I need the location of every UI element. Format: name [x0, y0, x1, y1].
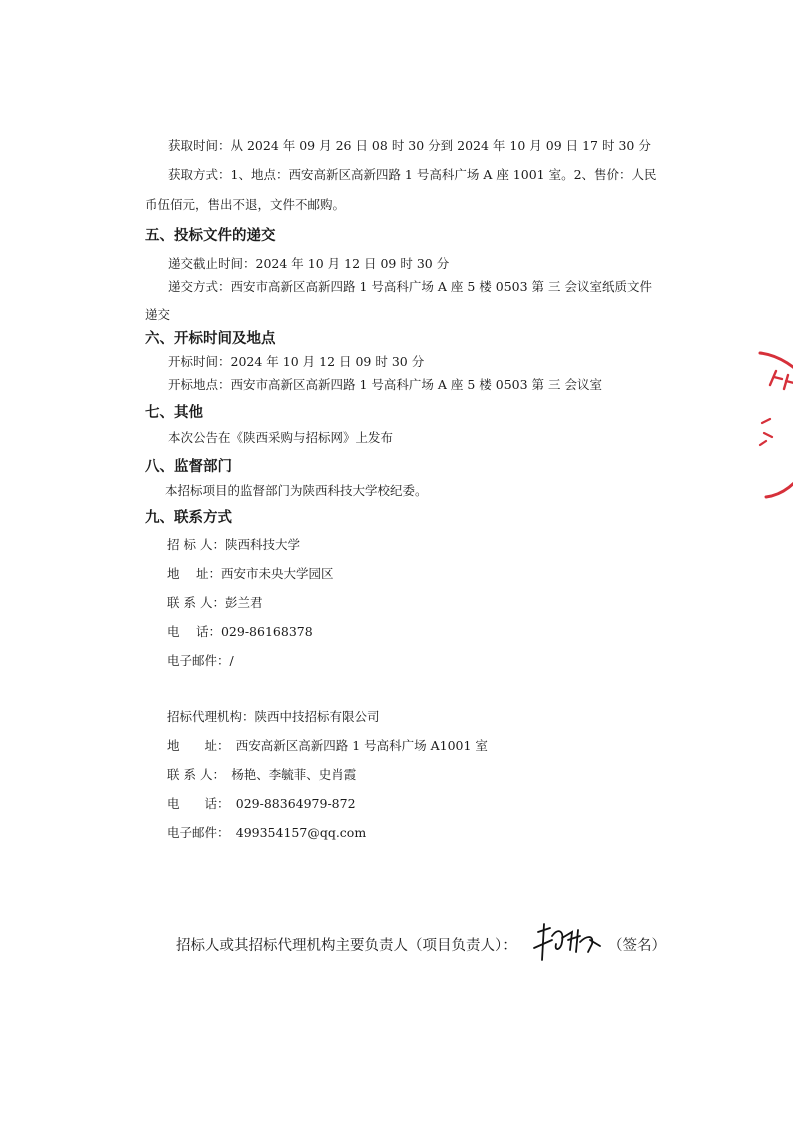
section-9-heading: 九、联系方式: [145, 510, 232, 526]
agency-phone: 电 话： 029-88364979-872: [167, 796, 356, 811]
submission-deadline: 递交截止时间：2024 年 10 月 12 日 09 时 30 分: [168, 256, 450, 271]
agency-address: 地 址： 西安高新区高新四路 1 号高科广场 A1001 室: [167, 738, 488, 753]
agency-name: 招标代理机构：陕西中技招标有限公司: [167, 709, 380, 724]
section-5-heading: 五、投标文件的递交: [145, 228, 276, 244]
tenderer: 招 标 人：陕西科技大学: [167, 537, 300, 552]
signature-label: 招标人或其招标代理机构主要负责人（项目负责人）：: [176, 938, 517, 954]
tenderer-phone: 电 话：029-86168378: [167, 624, 313, 639]
section-6-heading: 六、开标时间及地点: [145, 331, 276, 347]
red-seal-stamp-fragment: [752, 345, 793, 505]
tenderer-email: 电子邮件：/: [167, 653, 234, 668]
agency-email: 电子邮件： 499354157@qq.com: [167, 825, 367, 840]
publication-note: 本次公告在《陕西采购与招标网》上发布: [168, 430, 394, 445]
opening-time: 开标时间：2024 年 10 月 12 日 09 时 30 分: [168, 354, 425, 369]
tenderer-contact: 联 系 人：彭兰君: [167, 595, 263, 610]
submission-method-line2: 递交: [145, 307, 171, 322]
signature-suffix: （签名）: [608, 938, 666, 954]
opening-place: 开标地点：西安市高新区高新四路 1 号高科广场 A 座 5 楼 0503 第 三 会议室: [168, 377, 602, 392]
obtain-time: 获取时间：从 2024 年 09 月 26 日 08 时 30 分到 2024 年 10 月 09 日 17 时 30 分: [168, 138, 651, 153]
section-7-heading: 七、其他: [145, 405, 203, 421]
agency-contact: 联 系 人： 杨艳、李毓菲、史肖霞: [167, 767, 357, 782]
section-8-heading: 八、监督部门: [145, 459, 232, 475]
obtain-method-line2: 币伍佰元，售出不退，文件不邮购。: [145, 197, 346, 212]
tenderer-address: 地 址：西安市未央大学园区: [167, 566, 334, 581]
submission-method-line1: 递交方式：西安市高新区高新四路 1 号高科广场 A 座 5 楼 0503 第 三 会议室纸质文件: [168, 279, 652, 294]
obtain-method-line1: 获取方式：1、地点：西安高新区高新四路 1 号高科广场 A 座 1001 室。2、售价：人民: [168, 167, 657, 182]
supervision-text: 本招标项目的监督部门为陕西科技大学校纪委。: [165, 483, 428, 498]
handwritten-signature: [528, 918, 608, 964]
